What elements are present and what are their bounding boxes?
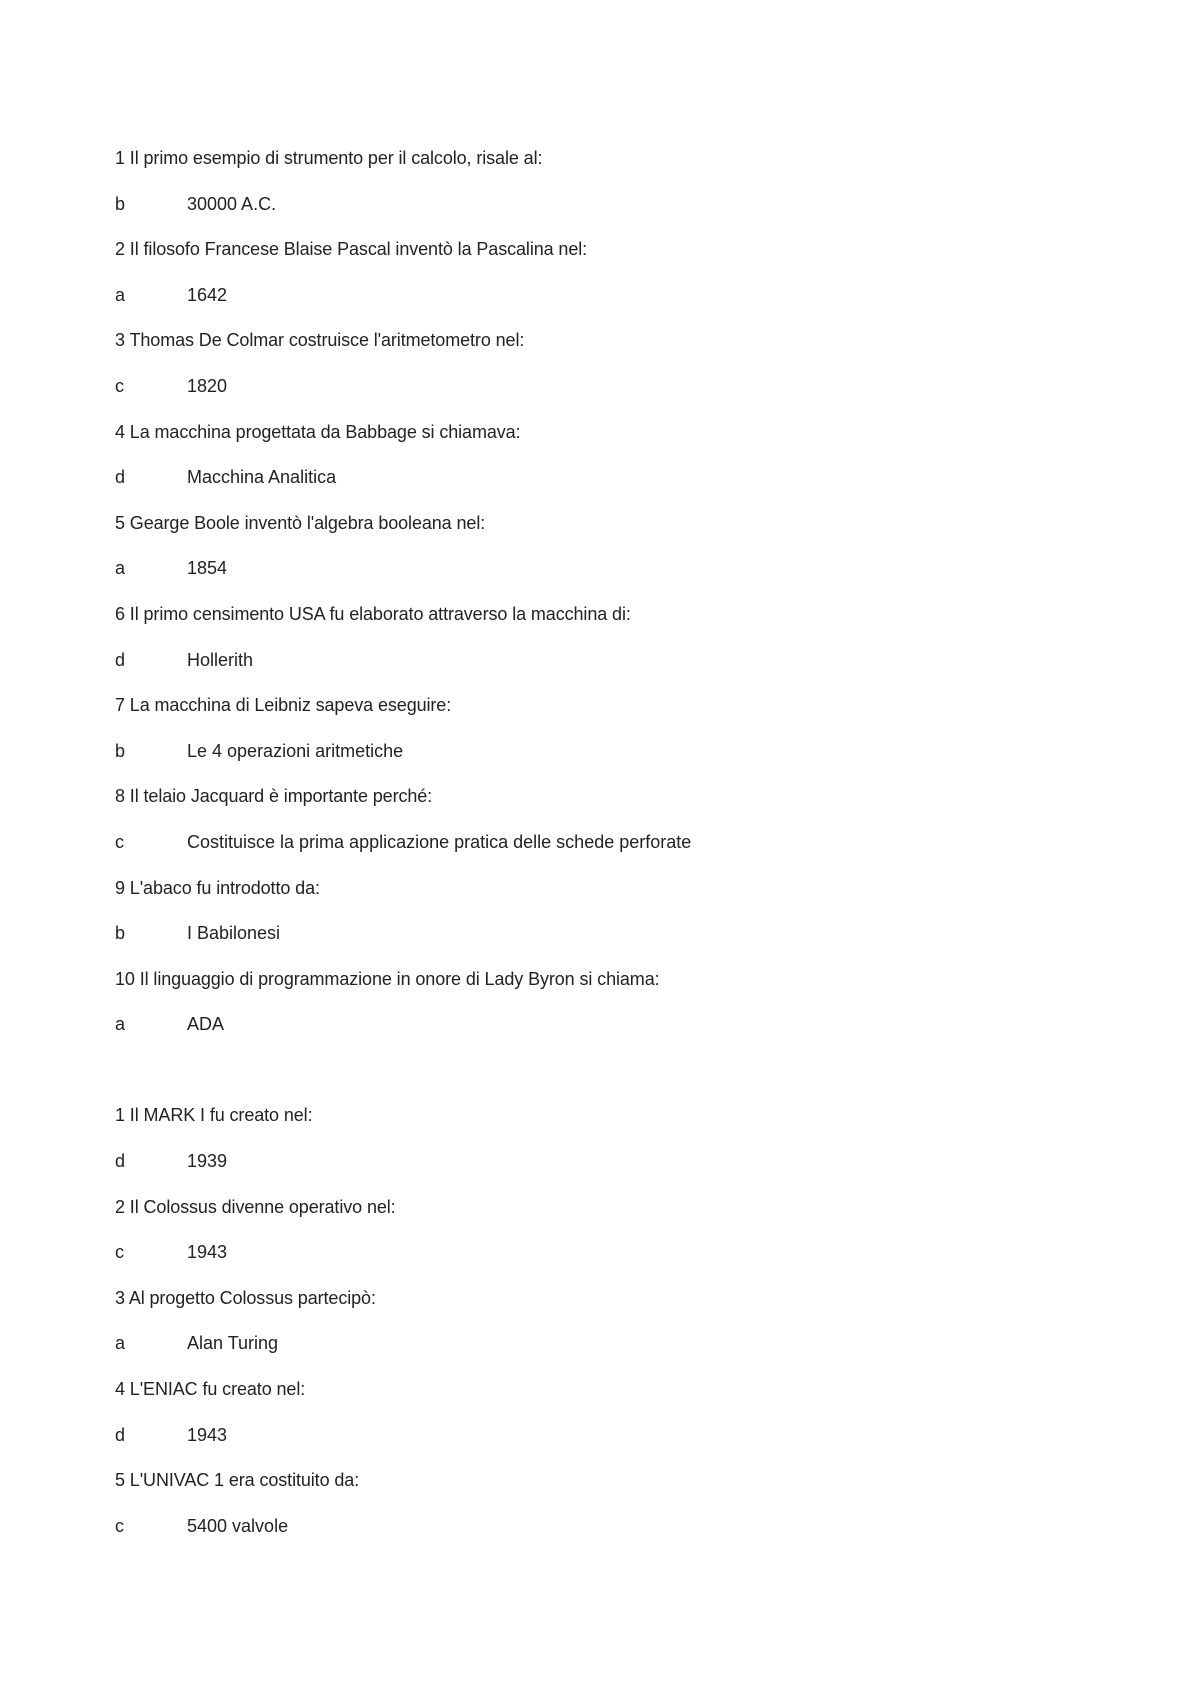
quiz-section-1 bbox=[115, 146, 1115, 1058]
answer-text: Hollerith bbox=[187, 649, 254, 670]
answer-row bbox=[115, 739, 1115, 785]
question-text: 5 Gearge Boole inventò l'algebra booleana nel: bbox=[115, 512, 486, 533]
question-text: 8 Il telaio Jacquard è importante perché: bbox=[115, 786, 433, 807]
question-text: 10 Il linguaggio di programmazione in onore di Lady Byron si chiama: bbox=[115, 968, 660, 989]
answer-text: 30000 A.C. bbox=[187, 193, 277, 214]
answer-letter: a bbox=[115, 1333, 126, 1354]
answer-letter: b bbox=[115, 740, 126, 761]
answer-text: 1939 bbox=[187, 1151, 228, 1172]
answer-letter: d bbox=[115, 649, 126, 670]
quiz-answers bbox=[115, 146, 1115, 1559]
answer-row bbox=[115, 1149, 1115, 1195]
answer-letter: c bbox=[115, 1242, 124, 1263]
question-text: 9 L'abaco fu introdotto da: bbox=[115, 877, 320, 898]
question-text: 3 Al progetto Colossus partecipò: bbox=[115, 1287, 376, 1308]
answer-row bbox=[115, 192, 1115, 238]
answer-row bbox=[115, 1331, 1115, 1377]
question-text: 7 La macchina di Leibniz sapeva eseguire: bbox=[115, 695, 452, 716]
answer-letter: b bbox=[115, 923, 126, 944]
answer-row bbox=[115, 465, 1115, 511]
answer-letter: c bbox=[115, 1515, 124, 1536]
answer-letter: d bbox=[115, 1424, 126, 1445]
answer-row bbox=[115, 1423, 1115, 1469]
answer-letter: d bbox=[115, 1151, 126, 1172]
answer-text: I Babilonesi bbox=[187, 923, 281, 944]
question-text: 1 Il primo esempio di strumento per il calcolo, risale al: bbox=[115, 148, 543, 168]
answer-text: 1820 bbox=[187, 375, 228, 396]
answer-text: 1854 bbox=[187, 558, 228, 579]
answer-text: Costituisce la prima applicazione pratica delle schede perforate bbox=[187, 831, 692, 852]
answer-letter: a bbox=[115, 1014, 126, 1035]
answer-text: 1943 bbox=[187, 1424, 228, 1445]
section-spacer bbox=[115, 1058, 1115, 1104]
answer-row bbox=[115, 648, 1115, 694]
answer-letter: d bbox=[115, 467, 126, 488]
answer-letter: c bbox=[115, 375, 124, 396]
answer-row bbox=[115, 283, 1115, 329]
question-text: 3 Thomas De Colmar costruisce l'aritmetometro nel: bbox=[115, 330, 525, 351]
answer-row bbox=[115, 830, 1115, 876]
answer-letter: a bbox=[115, 284, 126, 305]
answer-text: Macchina Analitica bbox=[187, 467, 337, 488]
answer-row bbox=[115, 1514, 1115, 1560]
question-text: 4 L'ENIAC fu creato nel: bbox=[115, 1379, 306, 1400]
answer-letter: c bbox=[115, 831, 124, 852]
answer-text: 5400 valvole bbox=[187, 1515, 289, 1536]
answer-text: Le 4 operazioni aritmetiche bbox=[187, 740, 404, 761]
answer-letter: b bbox=[115, 193, 126, 214]
answer-row bbox=[115, 374, 1115, 420]
answer-text: 1943 bbox=[187, 1242, 228, 1263]
answer-text: 1642 bbox=[187, 284, 228, 305]
answer-row bbox=[115, 556, 1115, 602]
question-text: 6 Il primo censimento USA fu elaborato attraverso la macchina di: bbox=[115, 603, 631, 624]
question-text: 1 Il MARK I fu creato nel: bbox=[115, 1105, 313, 1126]
answer-row bbox=[115, 1012, 1115, 1058]
answer-row bbox=[115, 1240, 1115, 1286]
question-text: 5 L'UNIVAC 1 era costituito da: bbox=[115, 1470, 360, 1491]
quiz-section-2 bbox=[115, 1103, 1115, 1559]
answer-row bbox=[115, 921, 1115, 967]
answer-text: Alan Turing bbox=[187, 1333, 279, 1354]
question-text: 4 La macchina progettata da Babbage si chiamava: bbox=[115, 421, 521, 442]
question-text: 2 Il filosofo Francese Blaise Pascal inventò la Pascalina nel: bbox=[115, 239, 588, 260]
answer-text: ADA bbox=[187, 1014, 225, 1035]
answer-letter: a bbox=[115, 558, 126, 579]
question-text: 2 Il Colossus divenne operativo nel: bbox=[115, 1196, 396, 1217]
